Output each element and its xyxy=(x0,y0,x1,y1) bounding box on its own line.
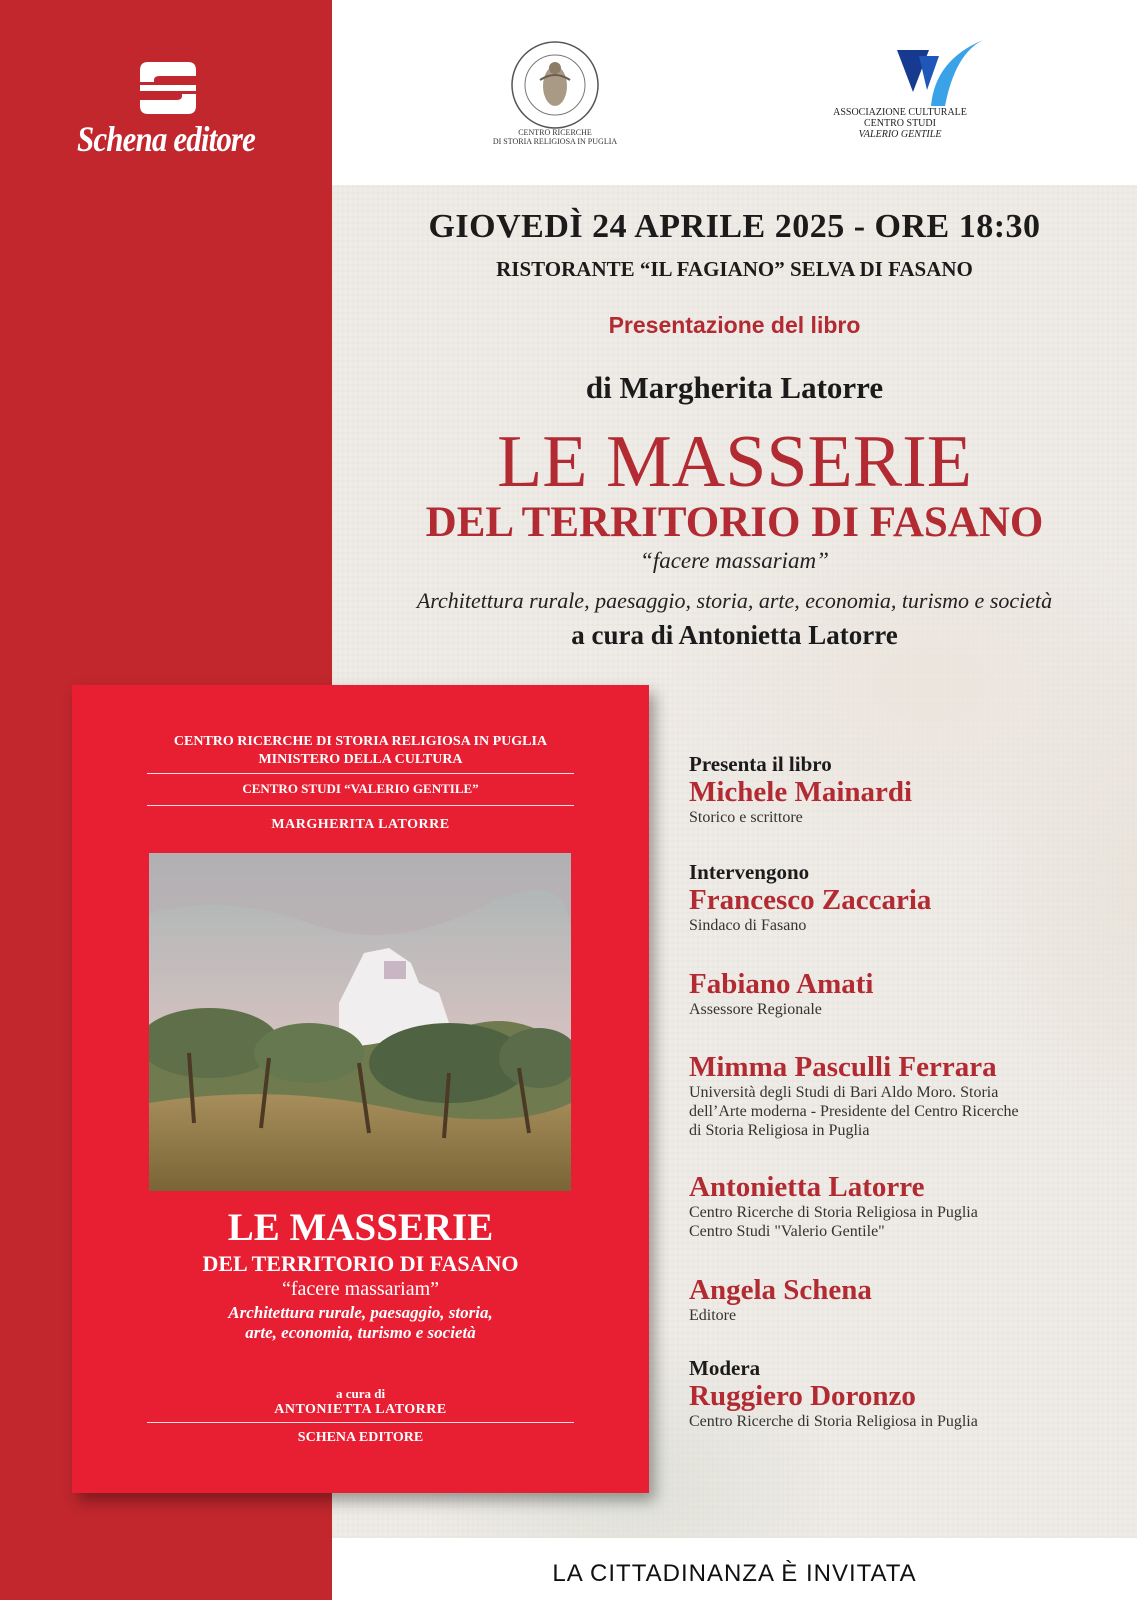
cover-curator: ANTONIETTA LATORRE xyxy=(274,1402,447,1417)
cover-header-line: CENTRO RICERCHE DI STORIA RELIGIOSA IN PUGLIA xyxy=(173,734,548,749)
speaker-block xyxy=(689,752,1109,827)
speaker-desc: Centro Ricerche di Storia Religiosa in Puglia xyxy=(689,1204,978,1221)
speaker-role: Presenta il libro xyxy=(689,752,832,776)
speaker-desc: Editore xyxy=(689,1307,737,1324)
speaker-name: Fabiano Amati xyxy=(689,968,874,1000)
cover-subtitle xyxy=(72,1303,649,1343)
cover-a-cura-di: a cura di xyxy=(335,1386,386,1401)
speaker-desc: Centro Studi "Valerio Gentile" xyxy=(689,1223,885,1240)
cover-header xyxy=(72,733,649,769)
cover-subtitle-line: Architettura rurale, paesaggio, storia, xyxy=(228,1303,493,1322)
speaker-desc: Storico e scrittore xyxy=(689,809,803,826)
caption-line: CENTRO RICERCHE xyxy=(518,128,592,137)
speaker-role: Intervengono xyxy=(689,860,810,884)
book-title-secondary: DEL TERRITORIO DI FASANO xyxy=(425,499,1044,546)
event-venue: RISTORANTE “IL FAGIANO” SELVA DI FASANO xyxy=(496,257,973,281)
author-line: di Margherita Latorre xyxy=(585,370,884,405)
speaker-desc: di Storia Religiosa in Puglia xyxy=(689,1122,870,1139)
caption-line: DI STORIA RELIGIOSA IN PUGLIA xyxy=(492,137,618,146)
caption-line: ASSOCIAZIONE CULTURALE xyxy=(833,107,967,118)
schena-s-icon xyxy=(140,62,196,114)
speaker-name: Ruggiero Doronzo xyxy=(689,1380,916,1412)
cover-author: MARGHERITA LATORRE xyxy=(271,817,450,832)
speaker-name: Francesco Zaccaria xyxy=(689,884,932,916)
cover-motto: “facere massariam” xyxy=(281,1278,440,1300)
cover-title-main: LE MASSERIE xyxy=(227,1206,494,1249)
book-subtitle: Architettura rurale, paesaggio, storia, arte, economia, turismo e società xyxy=(416,588,1053,613)
speaker-role: Modera xyxy=(689,1356,761,1380)
cover-centro-studi: CENTRO STUDI “VALERIO GENTILE” xyxy=(242,781,479,796)
speaker-block xyxy=(689,1051,1109,1140)
presentation-intro: Presentazione del libro xyxy=(608,312,861,338)
speaker-block xyxy=(689,968,1109,1019)
speaker-block xyxy=(689,1274,1109,1325)
cover-publisher: SCHENA EDITORE xyxy=(297,1430,424,1445)
associazione-caption xyxy=(820,107,980,140)
associazione-mark-icon xyxy=(883,40,983,106)
speaker-desc: Assessore Regionale xyxy=(689,1001,822,1018)
caption-line: VALERIO GENTILE xyxy=(858,129,942,140)
caption-line: CENTRO STUDI xyxy=(864,118,936,129)
centro-ricerche-caption xyxy=(480,128,630,146)
cover-header-line: MINISTERO DELLA CULTURA xyxy=(258,752,463,767)
book-cover xyxy=(72,685,649,1493)
speaker-name: Mimma Pasculli Ferrara xyxy=(689,1051,997,1083)
speaker-desc: dell’Arte moderna - Presidente del Centro Ricerche xyxy=(689,1103,1019,1120)
event-date-time: GIOVEDÌ 24 APRILE 2025 - ORE 18:30 xyxy=(428,208,1041,245)
divider xyxy=(147,805,574,806)
book-motto: “facere massariam” xyxy=(640,548,829,573)
speaker-block xyxy=(689,1171,1109,1241)
cover-subtitle-line: arte, economia, turismo e società xyxy=(245,1323,476,1342)
speaker-block xyxy=(689,1356,1109,1431)
speaker-desc: Sindaco di Fasano xyxy=(689,917,807,934)
divider xyxy=(147,1422,574,1423)
speaker-desc: Università degli Studi di Bari Aldo Moro. Storia xyxy=(689,1084,999,1101)
seal-icon xyxy=(510,40,600,130)
cover-painting xyxy=(149,853,571,1191)
cover-title-secondary: DEL TERRITORIO DI FASANO xyxy=(202,1251,519,1276)
speaker-desc: Centro Ricerche di Storia Religiosa in Puglia xyxy=(689,1413,978,1430)
divider xyxy=(147,773,574,774)
curator-line: a cura di Antonietta Latorre xyxy=(571,620,898,650)
book-title-main: LE MASSERIE xyxy=(497,421,972,503)
publisher-name: Schena editore xyxy=(76,119,256,159)
speaker-block xyxy=(689,860,1109,935)
speaker-name: Angela Schena xyxy=(689,1274,872,1306)
speaker-name: Antonietta Latorre xyxy=(689,1171,925,1203)
invitation-footer: LA CITTADINANZA È INVITATA xyxy=(552,1560,917,1587)
speaker-name: Michele Mainardi xyxy=(689,776,913,808)
